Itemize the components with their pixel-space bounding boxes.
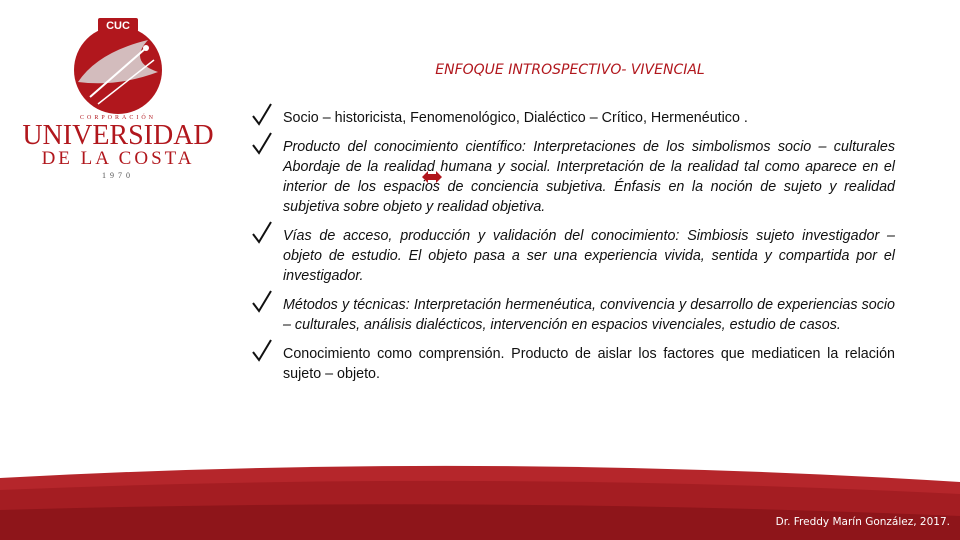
list-item-text: Producto del conocimiento científico: Interpretaciones de los simbolismos socio – culturales Abordaje de la realidad humana y social. Interpretación de la realidad tal como aparece en el interior de los espacios de conciencia subjetiva. Énfasis en la noción de sujeto y realidad subjetiva sobre objeto y realidad objetiva.	[283, 139, 895, 215]
footer-credit: Dr. Freddy Marín González, 2017.	[775, 516, 950, 528]
checkmark-icon	[250, 102, 274, 128]
checkmark-icon	[250, 289, 274, 315]
logo-year: 1970	[102, 171, 134, 180]
list-item-text: Vías de acceso, producción y validación del conocimiento: Simbiosis sujeto investigador – objeto de estudio. El objeto pasa a ser una experiencia vivida, sentida y compartida por el investigador.	[283, 228, 895, 284]
double-arrow-icon	[422, 170, 442, 184]
checkmark-icon	[250, 338, 274, 364]
checkmark-icon	[250, 131, 274, 157]
list-item-text: Socio – historicista, Fenomenológico, Dialéctico – Crítico, Hermenéutico .	[283, 110, 748, 126]
logo-name-line2: DE LA COSTA	[41, 148, 195, 169]
logo-badge-text: CUC	[106, 20, 130, 32]
logo-corporacion: CORPORACIÓN	[79, 115, 157, 121]
slide-title: ENFOQUE INTROSPECTIVO- VIVENCIAL	[435, 62, 705, 78]
footer-band	[0, 460, 960, 540]
checkmark-icon	[250, 220, 274, 246]
list-item-text: Conocimiento como comprensión. Producto de aislar los factores que mediaticen la relación sujeto – objeto.	[283, 346, 895, 382]
list-item	[250, 226, 895, 286]
bullet-list	[250, 108, 895, 393]
list-item	[250, 137, 895, 217]
list-item	[250, 344, 895, 384]
logo-name-line1: UNIVERSIDAD	[22, 120, 214, 151]
list-item-text: Métodos y técnicas: Interpretación hermenéutica, convivencia y desarrollo de experiencias socio – culturales, análisis dialécticos, intervención en espacios vivenciales, estudio de casos.	[283, 297, 895, 333]
list-item	[250, 295, 895, 335]
university-logo	[18, 12, 218, 182]
list-item	[250, 108, 895, 128]
